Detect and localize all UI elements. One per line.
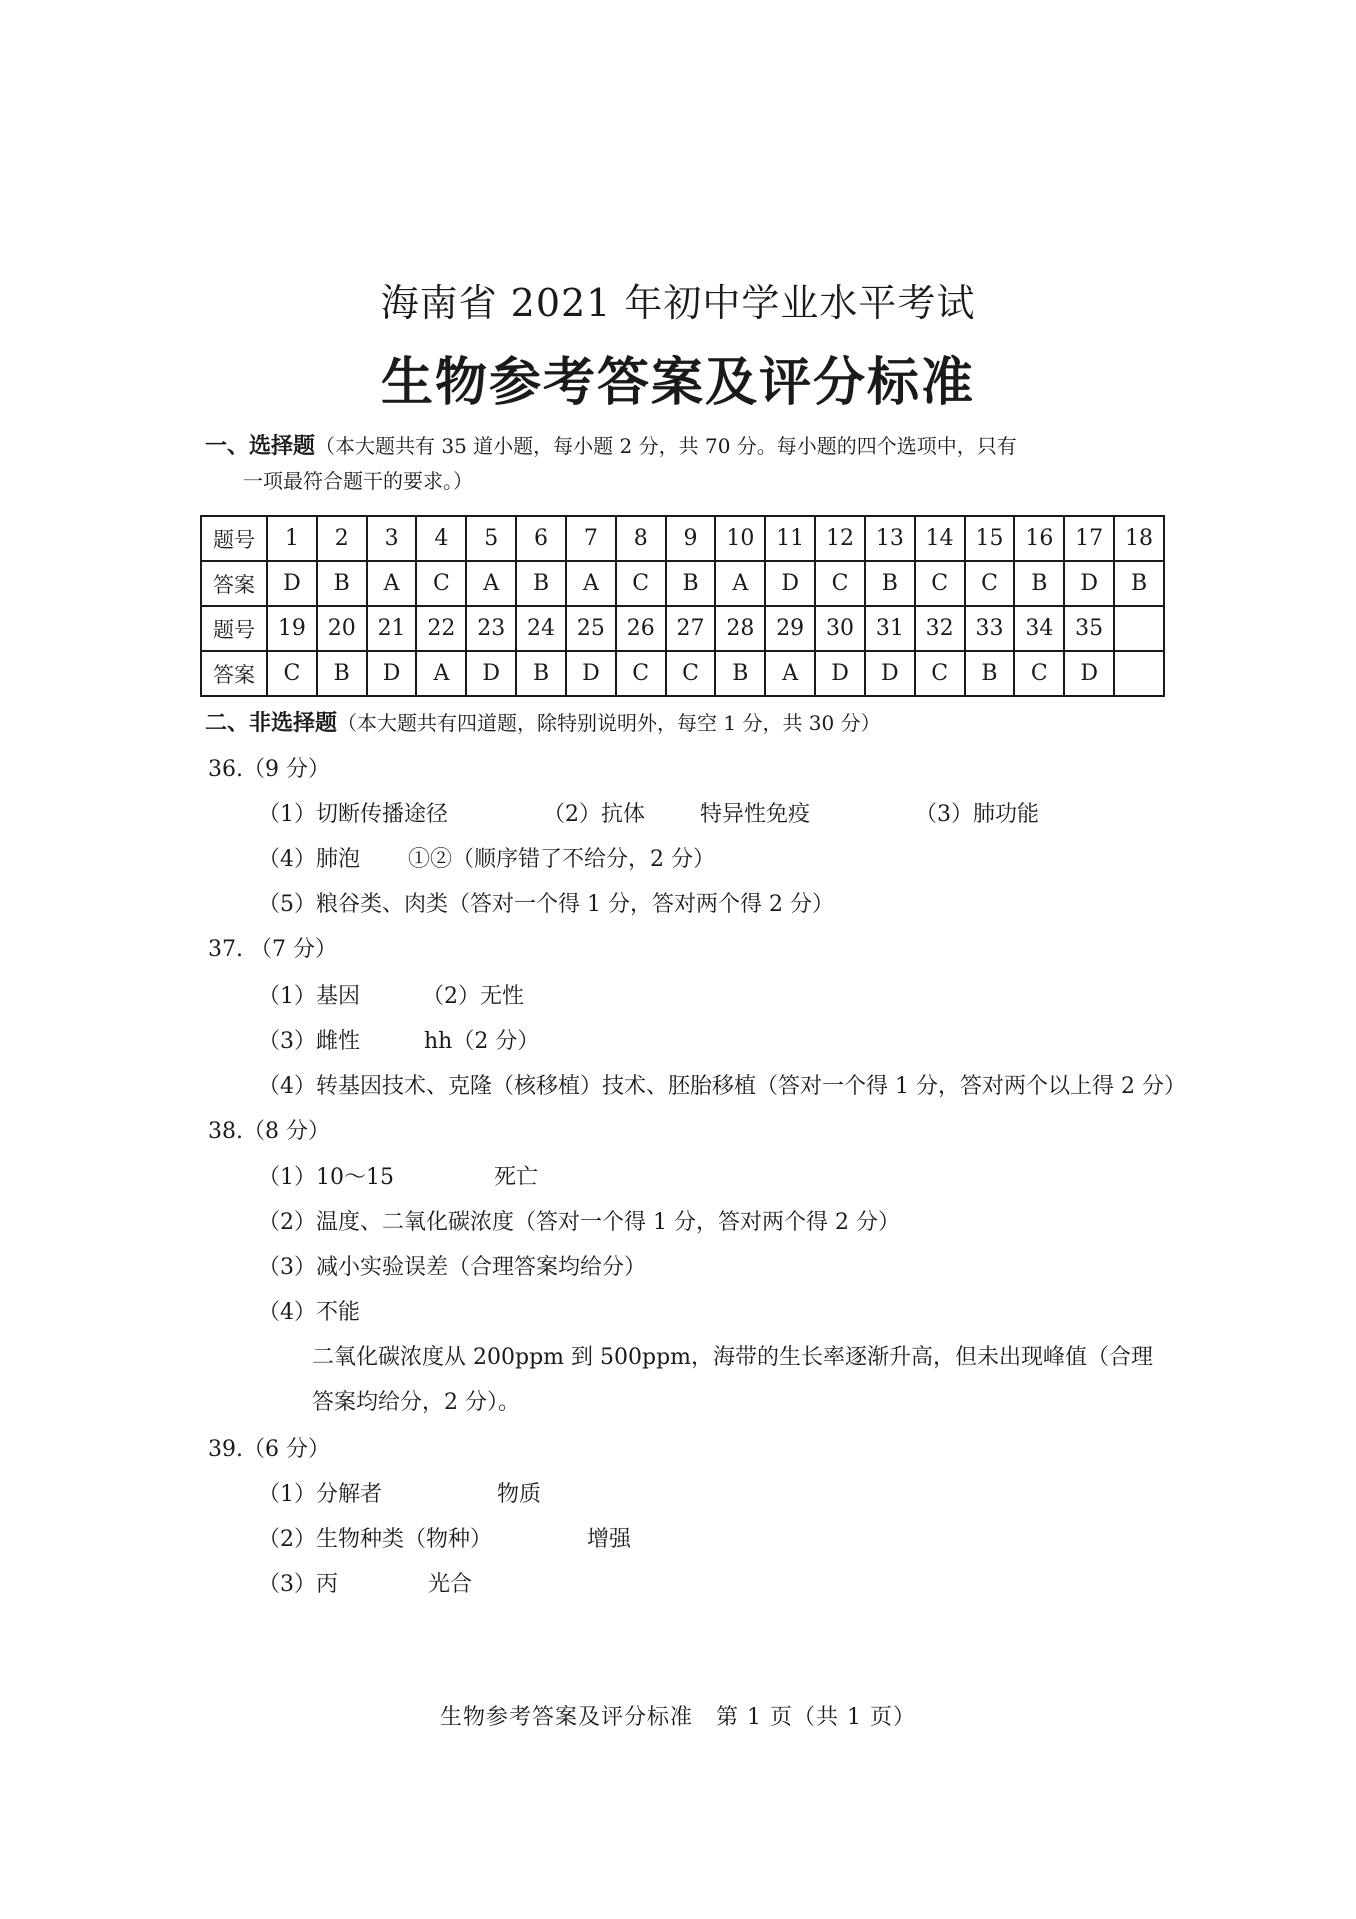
question-number-cell: 17 bbox=[1064, 516, 1114, 561]
question-number-cell: 2 bbox=[317, 516, 367, 561]
answer-cell: B bbox=[516, 651, 566, 696]
document-subtitle: 生物参考答案及评分标准 bbox=[380, 353, 975, 413]
answer-cell: C bbox=[815, 561, 865, 606]
answer-cell: A bbox=[765, 651, 815, 696]
answer-cell: B bbox=[965, 651, 1015, 696]
answer-cell: B bbox=[317, 561, 367, 606]
answer-cell: C bbox=[267, 651, 317, 696]
answer-cell: C bbox=[915, 561, 965, 606]
question-number-cell: 9 bbox=[666, 516, 716, 561]
answer-cell: D bbox=[765, 561, 815, 606]
q37-line-2 bbox=[258, 1027, 539, 1057]
answer-cell: B bbox=[317, 651, 367, 696]
answer-cell: B bbox=[865, 561, 915, 606]
q37-answer-1: （1）基因 bbox=[258, 984, 360, 1009]
answer-table bbox=[200, 515, 1165, 697]
q39-header: 39.（6 分） bbox=[208, 1437, 330, 1462]
answer-cell: B bbox=[666, 561, 716, 606]
row-header-question-number: 题号 bbox=[201, 516, 267, 561]
question-number-cell: 1 bbox=[267, 516, 317, 561]
answer-cell: D bbox=[1064, 651, 1114, 696]
section-2-note: （本大题共有四道题，除特别说明外，每空 1 分，共 30 分） bbox=[337, 711, 881, 735]
table-row-numbers-2 bbox=[201, 606, 1164, 651]
answer-cell: A bbox=[367, 561, 417, 606]
question-number-cell: 24 bbox=[516, 606, 566, 651]
answer-cell: B bbox=[516, 561, 566, 606]
section-free-response-header bbox=[205, 706, 1165, 741]
question-number-cell: 18 bbox=[1114, 516, 1164, 561]
answer-cell: A bbox=[566, 561, 616, 606]
q37-answer-3b: hh（2 分） bbox=[424, 1029, 540, 1054]
question-number-cell: 14 bbox=[915, 516, 965, 561]
q39-line-2 bbox=[258, 1525, 631, 1555]
answer-cell: B bbox=[715, 651, 765, 696]
section-1-label: 一、选择题 bbox=[205, 434, 316, 459]
q36-answer-4b: ①②（顺序错了不给分，2 分） bbox=[408, 847, 715, 872]
q37-answer-2: （2）无性 bbox=[422, 984, 524, 1009]
question-number-cell: 32 bbox=[915, 606, 965, 651]
q37-line-3: （4）转基因技术、克隆（核移植）技术、胚胎移植（答对一个得 1 分，答对两个以上得 2 分） bbox=[258, 1074, 1186, 1099]
question-number-cell: 11 bbox=[765, 516, 815, 561]
q38-line-5: 二氧化碳浓度从 200ppm 到 500ppm，海带的生长率逐渐升高，但未出现峰值（合理 bbox=[312, 1345, 1154, 1370]
section-1-note-continued: 一项最符合题干的要求。） bbox=[243, 469, 473, 493]
question-number-cell: 6 bbox=[516, 516, 566, 561]
answer-cell: B bbox=[1014, 561, 1064, 606]
q37-header: 37. （7 分） bbox=[208, 937, 337, 962]
answer-cell: B bbox=[1114, 561, 1164, 606]
answer-cell: A bbox=[715, 561, 765, 606]
table-row-answers-2 bbox=[201, 651, 1164, 696]
q36-line-2 bbox=[258, 845, 715, 875]
q37-answer-3: （3）雌性 bbox=[258, 1029, 360, 1054]
q39-line-3 bbox=[258, 1570, 472, 1600]
answer-cell: C bbox=[616, 561, 666, 606]
question-number-cell: 23 bbox=[466, 606, 516, 651]
question-number-cell: 31 bbox=[865, 606, 915, 651]
q36-answer-2: （2）抗体 bbox=[543, 802, 645, 827]
question-number-cell: 15 bbox=[965, 516, 1015, 561]
question-number-cell: 3 bbox=[367, 516, 417, 561]
page-footer: 生物参考答案及评分标准 第 1 页（共 1 页） bbox=[440, 1705, 916, 1730]
answer-cell: D bbox=[367, 651, 417, 696]
table-row-answers-1 bbox=[201, 561, 1164, 606]
q37-line-1 bbox=[258, 982, 524, 1012]
question-number-cell: 16 bbox=[1014, 516, 1064, 561]
section-multiple-choice-header bbox=[205, 429, 1165, 498]
q36-header: 36.（9 分） bbox=[208, 757, 330, 782]
answer-cell: C bbox=[666, 651, 716, 696]
answer-cell: A bbox=[466, 561, 516, 606]
q39-answer-1: （1）分解者 bbox=[258, 1482, 382, 1507]
answer-cell: D bbox=[267, 561, 317, 606]
question-number-cell: 27 bbox=[666, 606, 716, 651]
answer-cell: D bbox=[1064, 561, 1114, 606]
q38-line-6: 答案均给分，2 分）。 bbox=[312, 1390, 520, 1415]
q38-line-1 bbox=[258, 1163, 538, 1193]
q38-answer-1: （1）10～15 bbox=[258, 1165, 394, 1190]
q36-answer-4: （4）肺泡 bbox=[258, 847, 360, 872]
q38-line-2: （2）温度、二氧化碳浓度（答对一个得 1 分，答对两个得 2 分） bbox=[258, 1210, 900, 1235]
question-number-cell: 10 bbox=[715, 516, 765, 561]
answer-cell: C bbox=[416, 561, 466, 606]
question-number-cell: 33 bbox=[965, 606, 1015, 651]
question-number-cell: 21 bbox=[367, 606, 417, 651]
question-number-cell: 20 bbox=[317, 606, 367, 651]
q39-answer-1b: 物质 bbox=[497, 1482, 542, 1507]
q39-line-1 bbox=[258, 1480, 541, 1510]
answer-cell: D bbox=[865, 651, 915, 696]
q36-line-3: （5）粮谷类、肉类（答对一个得 1 分，答对两个得 2 分） bbox=[258, 892, 834, 917]
q38-answer-1b: 死亡 bbox=[494, 1165, 539, 1190]
exam-title: 海南省 2021 年初中学业水平考试 bbox=[380, 281, 976, 325]
table-row-numbers-1 bbox=[201, 516, 1164, 561]
question-number-cell: 25 bbox=[566, 606, 616, 651]
q36-answer-1: （1）切断传播途径 bbox=[258, 802, 448, 827]
answer-cell: C bbox=[1014, 651, 1064, 696]
row-header-answer: 答案 bbox=[201, 561, 267, 606]
question-number-cell: 4 bbox=[416, 516, 466, 561]
row-header-question-number: 题号 bbox=[201, 606, 267, 651]
q39-answer-2b: 增强 bbox=[587, 1527, 632, 1552]
answer-cell: C bbox=[965, 561, 1015, 606]
question-number-cell: 5 bbox=[466, 516, 516, 561]
answer-cell bbox=[1114, 651, 1164, 696]
answer-cell: C bbox=[915, 651, 965, 696]
q38-header: 38.（8 分） bbox=[208, 1119, 330, 1144]
section-2-label: 二、非选择题 bbox=[205, 711, 338, 736]
q36-answer-2b: 特异性免疫 bbox=[700, 802, 811, 827]
answer-cell: D bbox=[815, 651, 865, 696]
answer-cell: D bbox=[566, 651, 616, 696]
section-1-note: （本大题共有 35 道小题，每小题 2 分，共 70 分。每小题的四个选项中，只有 bbox=[315, 434, 1017, 458]
q39-answer-3b: 光合 bbox=[428, 1572, 473, 1597]
question-number-cell: 34 bbox=[1014, 606, 1064, 651]
answer-cell: D bbox=[466, 651, 516, 696]
question-number-cell: 8 bbox=[616, 516, 666, 561]
question-number-cell: 30 bbox=[815, 606, 865, 651]
q39-answer-3: （3）丙 bbox=[258, 1572, 338, 1597]
question-number-cell: 7 bbox=[566, 516, 616, 561]
question-number-cell: 29 bbox=[765, 606, 815, 651]
question-number-cell: 35 bbox=[1064, 606, 1114, 651]
q39-answer-2: （2）生物种类（物种） bbox=[258, 1527, 492, 1552]
answer-cell: A bbox=[416, 651, 466, 696]
answer-cell: C bbox=[616, 651, 666, 696]
q36-line-1 bbox=[258, 800, 1039, 830]
q38-line-3: （3）减小实验误差（合理答案均给分） bbox=[258, 1255, 646, 1280]
q36-answer-3: （3）肺功能 bbox=[915, 802, 1040, 827]
question-number-cell: 13 bbox=[865, 516, 915, 561]
q38-line-4: （4）不能 bbox=[258, 1300, 360, 1325]
question-number-cell: 22 bbox=[416, 606, 466, 651]
question-number-cell: 19 bbox=[267, 606, 317, 651]
question-number-cell: 28 bbox=[715, 606, 765, 651]
question-number-cell: 26 bbox=[616, 606, 666, 651]
question-number-cell: 12 bbox=[815, 516, 865, 561]
row-header-answer: 答案 bbox=[201, 651, 267, 696]
question-number-cell bbox=[1114, 606, 1164, 651]
